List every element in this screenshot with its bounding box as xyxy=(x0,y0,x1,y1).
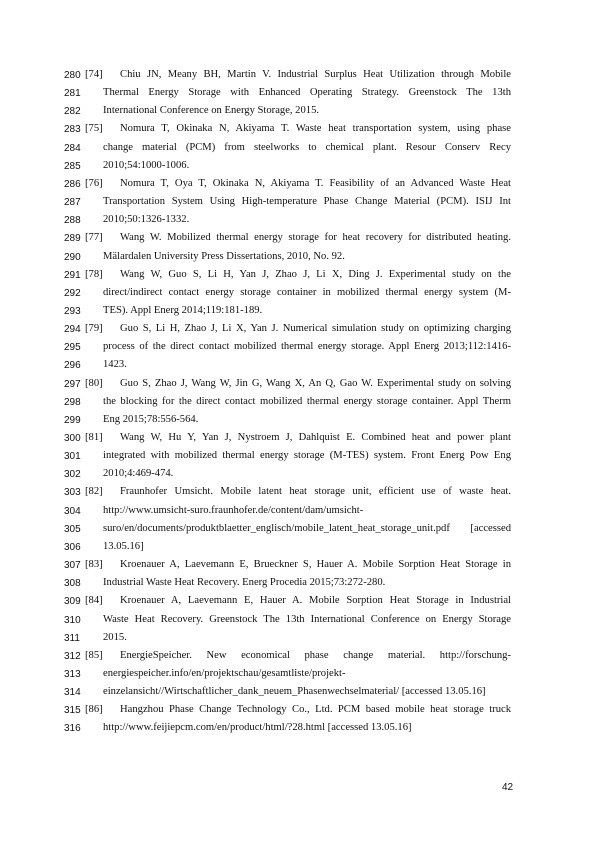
reference-line xyxy=(0,395,595,413)
reference-line xyxy=(0,68,595,86)
line-number: 313 xyxy=(64,668,81,680)
line-number: 315 xyxy=(64,705,81,717)
reference-text: 2015. xyxy=(103,631,127,643)
reference-label: [81] xyxy=(85,432,103,443)
reference-line xyxy=(0,231,595,249)
line-number: 296 xyxy=(64,360,81,372)
reference-text: Kroenauer A, Laevemann E, Brueckner S, Hauer A. Mobile Sorption Heat Storage in xyxy=(120,559,511,571)
line-number: 297 xyxy=(64,378,81,390)
reference-line xyxy=(0,467,595,485)
reference-text: Fraunhofer Umsicht. Mobile latent heat storage unit, efficient use of waste heat. xyxy=(120,486,511,498)
reference-text: Mälardalen University Press Dissertations, 2010, No. 92. xyxy=(103,250,345,262)
line-number: 293 xyxy=(64,305,81,317)
line-number: 300 xyxy=(64,433,81,444)
line-number: 288 xyxy=(64,215,81,227)
line-number: 294 xyxy=(64,324,81,336)
reference-label: [76] xyxy=(85,177,103,189)
line-number: 287 xyxy=(64,197,81,209)
page-number: 42 xyxy=(502,782,514,793)
reference-line xyxy=(0,449,595,467)
reference-text: 2010;50:1326-1332. xyxy=(103,214,190,226)
reference-line xyxy=(0,159,595,177)
reference-text: Wang W. Mobilized thermal energy storage for heat recovery for distributed heating. xyxy=(120,232,511,244)
reference-line xyxy=(0,195,595,213)
reference-line xyxy=(0,304,595,322)
reference-label: [86] xyxy=(85,704,103,716)
reference-line xyxy=(0,485,595,503)
reference-text: einzelansicht//Wirtschaftlicher_dank_neuem_Phasenwechselmaterial/ [accessed 13.05.16] xyxy=(103,686,486,698)
reference-text: Hangzhou Phase Change Technology Co., Ltd. PCM based mobile heat storage truck xyxy=(120,704,511,716)
line-number: 298 xyxy=(64,396,81,408)
line-number: 302 xyxy=(64,469,81,481)
reference-line xyxy=(0,322,595,340)
reference-line xyxy=(0,213,595,231)
reference-line xyxy=(0,250,595,268)
line-number: 307 xyxy=(64,560,81,572)
reference-text: change material (PCM) from steelworks to chemical plant. Resour Conserv Recy xyxy=(103,141,511,153)
line-number: 290 xyxy=(64,251,81,263)
reference-label: [85] xyxy=(85,649,103,661)
reference-text: Eng 2015;78:556-564. xyxy=(103,413,199,425)
reference-line xyxy=(0,141,595,159)
line-number: 316 xyxy=(64,723,81,735)
reference-text: Transportation System Using High-temperature Phase Change Material (PCM). ISIJ Int xyxy=(103,196,511,208)
reference-line xyxy=(0,576,595,594)
line-number: 280 xyxy=(64,70,81,81)
reference-label: [83] xyxy=(85,559,103,571)
reference-text: International Conference on Energy Storage, 2015. xyxy=(103,105,320,117)
line-number: 281 xyxy=(64,88,81,100)
reference-text: Chiu JN, Meany BH, Martin V. Industrial Surplus Heat Utilization through Mobile xyxy=(120,69,511,80)
reference-line xyxy=(0,122,595,140)
reference-text: Wang W, Hu Y, Yan J, Nystroem J, Dahlquist E. Combined heat and power plant xyxy=(120,432,511,443)
reference-label: [80] xyxy=(85,377,103,389)
reference-line xyxy=(0,431,595,449)
line-number: 303 xyxy=(64,487,81,499)
reference-line xyxy=(0,413,595,431)
reference-line xyxy=(0,522,595,540)
reference-text: 1423. xyxy=(103,359,127,371)
line-number: 301 xyxy=(64,451,81,463)
line-number: 309 xyxy=(64,596,81,608)
line-number: 291 xyxy=(64,269,81,281)
reference-text: energiespeicher.info/en/projektschau/gesamtliste/projekt- xyxy=(103,667,346,679)
reference-text: Waste Heat Recovery. Greenstock The 13th International Conference on Energy Storage xyxy=(103,613,511,625)
reference-label: [79] xyxy=(85,323,103,335)
reference-text: http://www.feijiepcm.com/en/product/html/?28.html [accessed 13.05.16] xyxy=(103,722,412,734)
reference-line xyxy=(0,558,595,576)
line-number: 308 xyxy=(64,578,81,590)
line-number: 292 xyxy=(64,287,81,299)
line-number: 284 xyxy=(64,142,81,154)
reference-text: the blocking for the direct contact mobilized thermal energy storage container. Appl Therm xyxy=(103,395,511,407)
reference-text: Guo S, Zhao J, Wang W, Jin G, Wang X, An Q, Gao W. Experimental study on solving xyxy=(120,377,511,389)
reference-text: direct/indirect contact energy storage container in mobilized thermal energy system (M- xyxy=(103,286,511,298)
line-number: 305 xyxy=(64,523,81,535)
reference-text: integrated with mobilized thermal energy storage (M-TES) system. Front Energ Pow Eng xyxy=(103,450,511,462)
line-number: 304 xyxy=(64,505,81,517)
reference-text: Guo S, Li H, Zhao J, Li X, Yan J. Numerical simulation study on optimizing charging xyxy=(120,323,511,335)
line-number: 283 xyxy=(64,124,81,136)
line-number: 306 xyxy=(64,541,81,553)
reference-text: 2010;54:1000-1006. xyxy=(103,159,190,171)
reference-label: [78] xyxy=(85,268,103,280)
reference-label: [74] xyxy=(85,69,103,80)
line-number: 295 xyxy=(64,342,81,354)
reference-line xyxy=(0,104,595,122)
line-number: 314 xyxy=(64,687,81,699)
reference-text: process of the direct contact mobilized thermal energy storage. Appl Energ 2013;112:1416- xyxy=(103,341,511,353)
reference-text: Wang W, Guo S, Li H, Yan J, Zhao J, Li X, Ding J. Experimental study on the xyxy=(120,268,511,280)
reference-text: 13.05.16] xyxy=(103,540,144,552)
reference-text: EnergieSpeicher. New economical phase change material. http://forschung- xyxy=(120,649,511,661)
reference-line xyxy=(0,703,595,721)
reference-text: http://www.umsicht-suro.fraunhofer.de/content/dam/umsicht- xyxy=(103,504,364,516)
reference-line xyxy=(0,377,595,395)
reference-line xyxy=(0,286,595,304)
reference-line xyxy=(0,540,595,558)
reference-text: Nomura T, Oya T, Okinaka N, Akiyama T. Feasibility of an Advanced Waste Heat xyxy=(120,177,511,189)
reference-label: [82] xyxy=(85,486,103,498)
reference-line xyxy=(0,504,595,522)
reference-text: Kroenauer A, Laevemann E, Hauer A. Mobile Sorption Heat Storage in Industrial xyxy=(120,595,511,607)
reference-line xyxy=(0,86,595,104)
reference-line xyxy=(0,594,595,612)
reference-line xyxy=(0,358,595,376)
reference-line xyxy=(0,268,595,286)
line-number: 299 xyxy=(64,414,81,426)
reference-text: Thermal Energy Storage with Enhanced Operating Strategy. Greenstock The 13th xyxy=(103,87,511,99)
line-number: 282 xyxy=(64,106,81,118)
reference-text: Nomura T, Okinaka N, Akiyama T. Waste heat transportation system, using phase xyxy=(120,123,511,135)
line-number: 285 xyxy=(64,160,81,172)
line-number: 312 xyxy=(64,650,81,662)
line-number: 286 xyxy=(64,178,81,190)
reference-line xyxy=(0,721,595,739)
reference-line xyxy=(0,685,595,703)
reference-text: Industrial Waste Heat Recovery. Energ Procedia 2015;73:272-280. xyxy=(103,577,386,589)
reference-line xyxy=(0,613,595,631)
line-number: 311 xyxy=(64,632,80,644)
reference-label: [84] xyxy=(85,595,103,607)
reference-line xyxy=(0,667,595,685)
reference-line xyxy=(0,177,595,195)
reference-label: [75] xyxy=(85,123,103,135)
reference-text: 2010;4:469-474. xyxy=(103,468,174,480)
line-number: 310 xyxy=(64,614,81,626)
reference-text: suro/en/documents/produktblaetter_englisch/mobile_latent_heat_storage_unit.pdf [accessed xyxy=(103,522,511,534)
reference-text: TES). Appl Energ 2014;119:181-189. xyxy=(103,304,263,316)
reference-line xyxy=(0,340,595,358)
reference-label: [77] xyxy=(85,232,103,244)
reference-line xyxy=(0,649,595,667)
reference-line xyxy=(0,631,595,649)
line-number: 289 xyxy=(64,233,81,245)
